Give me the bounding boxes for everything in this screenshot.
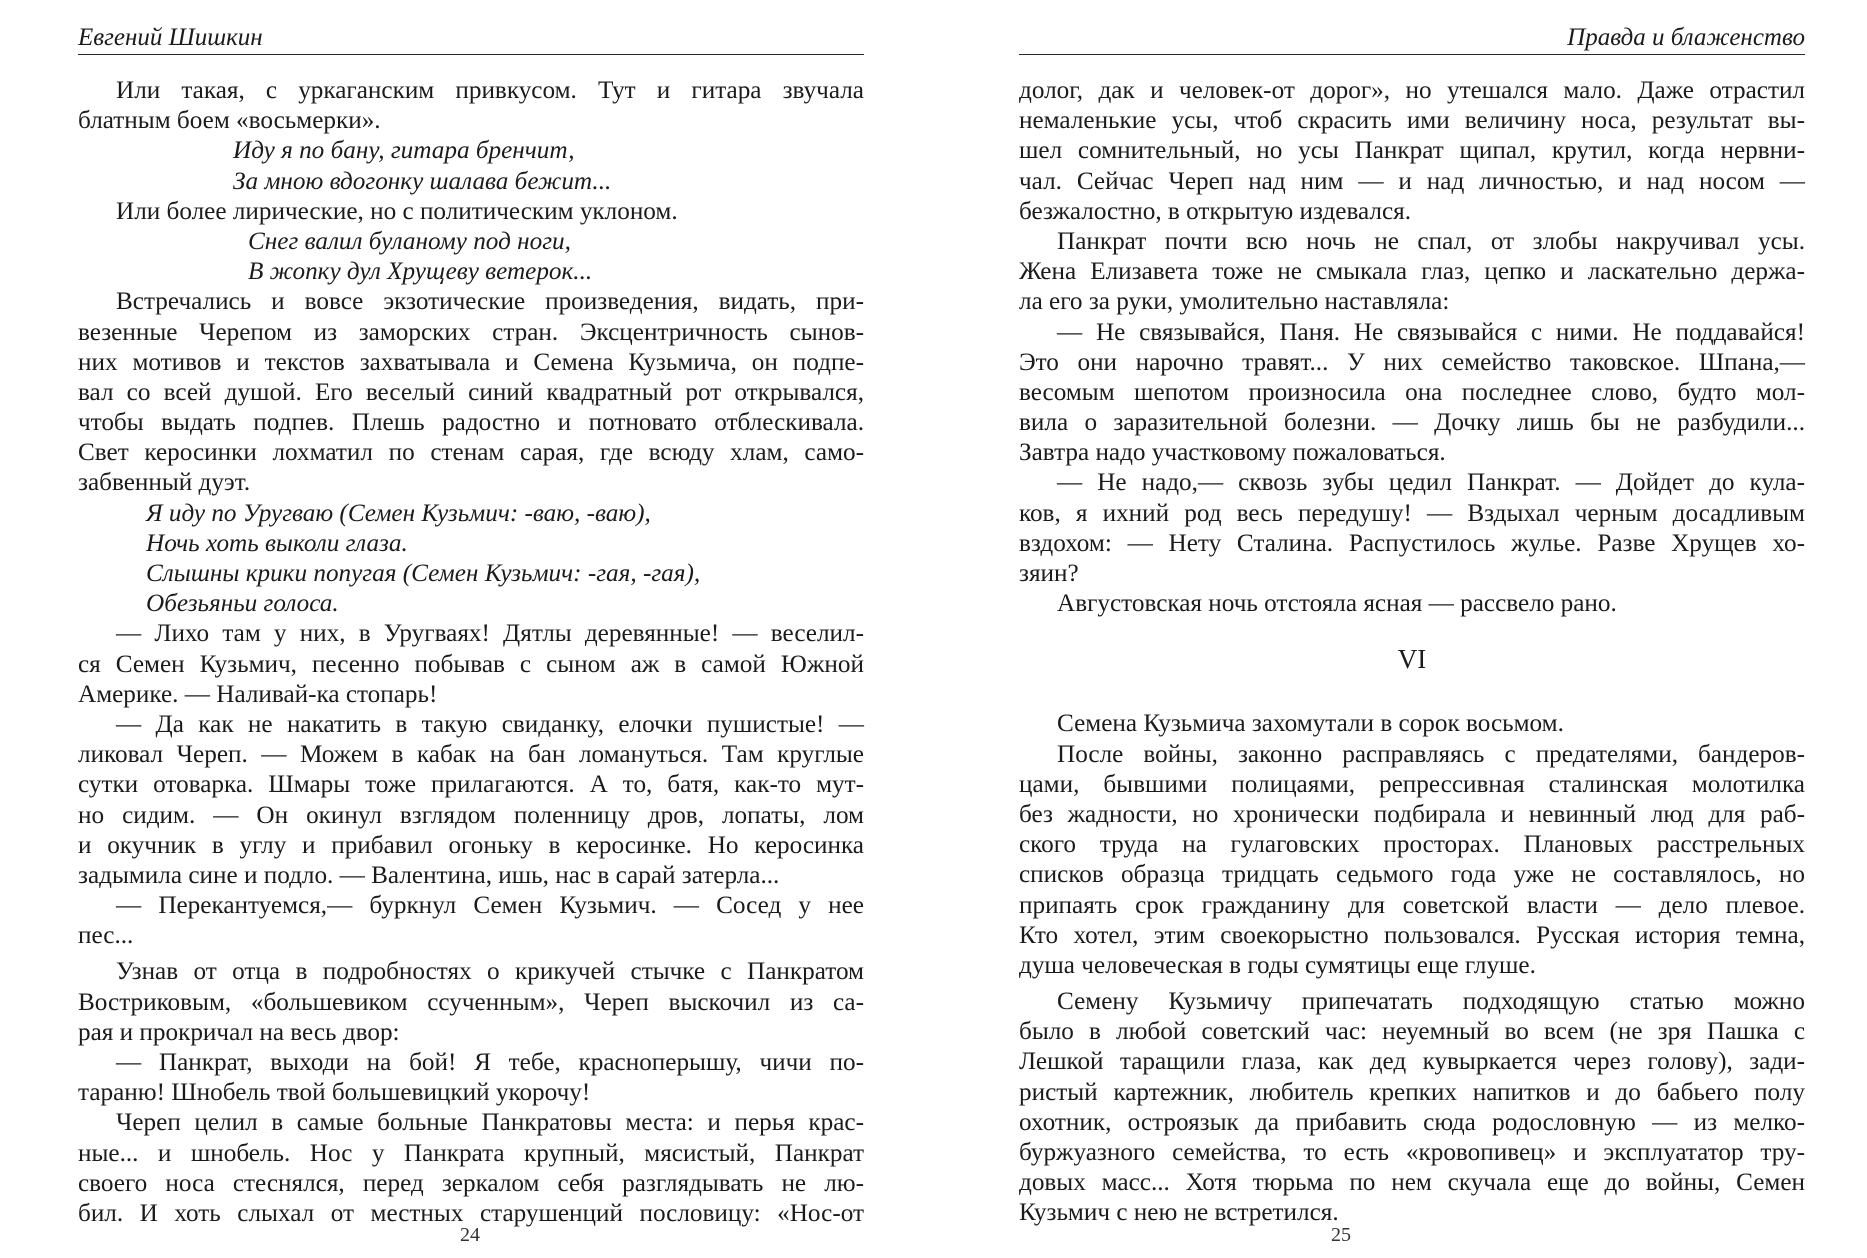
text-line: блатным боем «восьмерки». (78, 107, 381, 135)
text-line: Встречались и вовсе экзотические произведения, видать, при- (116, 288, 864, 316)
verse-line: Обезьяньи голоса. (146, 590, 339, 618)
left-page-text (78, 76, 864, 1229)
text-line: чтобы выдать подпев. Плешь радостно и потновато отблескивала. (78, 409, 864, 437)
text-line: Жена Елизавета тоже не смыкала глаз, цепко и ласкательно держа- (1019, 258, 1805, 286)
text-line: чал. Сейчас Череп над ним — и над личностью, и над носом — (1019, 167, 1805, 195)
text-line: Лешкой таращили глаза, как дед кувыркается через голову), зади- (1019, 1048, 1805, 1076)
text-line: Кузьмич с нею не встретился. (1019, 1199, 1339, 1227)
text-line: сутки отоварка. Шмары тоже прилагаются. А то, батя, как-то мут- (78, 771, 864, 799)
verse-line: Слышны крики попугая (Семен Кузьмич: -гая, -гая), (146, 560, 701, 587)
page-number: 24 (460, 1224, 480, 1246)
verse-line: В жопку дул Хрущеву ветерок... (248, 258, 593, 286)
text-line: Это они нарочно травят... У них семейство таковское. Шпана,— (1019, 348, 1805, 376)
text-line: — Да как не накатить в такую свиданку, елочки пушистые! — (116, 710, 864, 738)
verse-line: Снег валил буланому под ноги, (248, 227, 571, 255)
verse-line: За мною вдогонку шалава бежит... (233, 167, 612, 195)
text-line: — Перекантуемся,— буркнул Семен Кузьмич. — Сосед у нее (116, 892, 864, 920)
text-line: Череп целил в самые больные Панкратовы места: и перья крас- (116, 1109, 864, 1137)
text-line: ристый картежник, любитель крепких напитков и до бабьего полу (1019, 1078, 1805, 1106)
text-line: вал со всей душой. Его веселый синий квадратный рот открывался, (78, 378, 864, 406)
text-line: Или такая, с уркаганским привкусом. Тут и гитара звучала (116, 77, 864, 104)
text-line: душа человеческая в годы сумятицы еще глуше. (1019, 951, 1536, 979)
text-line: пес... (78, 922, 134, 950)
right-page-text (1019, 76, 1805, 1229)
text-line: вздохом: — Нету Сталина. Распустилось жулье. Разве Хрущев хо- (1019, 529, 1805, 557)
text-line: списков образца тридцать седьмого года уже не составлялось, но (1019, 861, 1805, 889)
text-line: — Не надо,— сквозь зубы цедил Панкрат. — Дойдет до кула- (1057, 469, 1805, 497)
running-header-author: Евгений Шишкин (78, 22, 864, 55)
text-line: ского труда на гулаговских просторах. Плановых расстрельных (1019, 831, 1805, 859)
text-line: бил. И хоть слыхал от местных старушенций пословицу: «Нос-от (78, 1199, 864, 1227)
text-line: ликовал Череп. — Можем в кабак на бан ломануться. Там круглые (78, 741, 864, 769)
verse-line: Иду я по бану, гитара бренчит, (233, 137, 575, 165)
text-line: рая и прокричал на весь двор: (78, 1018, 400, 1046)
text-line: забвенный дуэт. (78, 469, 251, 497)
text-line: Свет керосинки лохматил по стенам сарая, где всюду хлам, само- (78, 439, 864, 467)
text-line: шел сомнительный, но усы Панкрат щипал, крутил, когда нервни- (1019, 137, 1805, 165)
text-line: припаять срок гражданину для советской власти — дело плевое. (1019, 891, 1805, 919)
text-line: ков, я ихний род весь передушу! — Вздыхал черным досадливым (1019, 499, 1805, 527)
text-line: — Лихо там у них, в Уругваях! Дятлы деревянные! — веселил- (116, 620, 864, 648)
text-line: без жадности, но хронически подбирала и невинный люд для раб- (1019, 800, 1805, 828)
text-line: Семена Кузьмича захомутали в сорок восьмом. (1057, 710, 1564, 738)
text-line: Или более лирические, но с политическим уклоном. (116, 197, 678, 225)
text-line: довых масс... Хотя тюрьма по нем скучала еще до войны, Семен (1019, 1169, 1805, 1197)
text-line: ся Семен Кузьмич, песенно побывав с сыном аж в самой Южной (78, 650, 864, 678)
text-line: Августовская ночь отстояла ясная — рассвело рано. (1057, 590, 1617, 618)
text-line: долог, дак и человек-от дорог», но утешался мало. Даже отрастил (1019, 77, 1805, 104)
text-line: Завтра надо участковому пожаловаться. (1019, 439, 1446, 467)
text-line: немаленькие усы, чтоб скрасить ими величину носа, результат вы- (1019, 107, 1805, 135)
text-line: Семену Кузьмичу припечатать подходящую статью можно (1057, 988, 1805, 1016)
text-line: них мотивов и текстов захватывала и Семена Кузьмича, он подпе- (78, 348, 864, 376)
text-line: ла его за руки, умолительно наставляла: (1019, 288, 1450, 316)
text-line: Кто хотел, этим своекорыстно пользовался. Русская история темна, (1019, 921, 1805, 949)
text-line: Востриковым, «большевиком ссученным», Череп выскочил из са- (78, 988, 864, 1016)
text-line: Америке. — Наливай-ка стопарь! (78, 680, 438, 708)
verse-line: Ночь хоть выколи глаза. (146, 529, 408, 557)
text-line: вила о заразительной болезни. — Дочку лишь бы не разбудили... (1019, 409, 1805, 437)
left-page (0, 0, 933, 1258)
text-line: но сидим. — Он окинул взглядом поленницу дров, лопаты, лом (78, 801, 864, 829)
running-header-title: Правда и блаженство (1019, 22, 1805, 55)
text-line: После войны, законно расправляясь с предателями, бандеров- (1057, 740, 1805, 768)
text-line: — Панкрат, выходи на бой! Я тебе, красноперышу, чичи по- (116, 1049, 864, 1076)
right-page (933, 0, 1867, 1258)
text-line: ные... и шнобель. Нос у Панкрата крупный, мясистый, Панкрат (78, 1139, 864, 1167)
text-line: и окучник в углу и прибавил огоньку в керосинке. Но керосинка (78, 831, 864, 859)
text-line: Панкрат почти всю ночь не спал, от злобы накручивал усы. (1057, 227, 1805, 255)
text-line: охотник, остроязык да прибавить сюда родословную — из мелко- (1019, 1108, 1805, 1136)
page-number: 25 (1331, 1224, 1351, 1246)
text-line: зяин? (1019, 560, 1079, 587)
text-line: буржуазного семейства, то есть «кровопивец» и эксплуататор тру- (1019, 1139, 1805, 1166)
text-line: — Не связывайся, Паня. Не связывайся с ними. Не поддавайся! (1057, 318, 1805, 346)
verse-line: Я иду по Уругваю (Семен Кузьмич: -ваю, -ваю), (146, 499, 651, 527)
text-line: своего носа стеснялся, перед зеркалом себя разглядывать не лю- (78, 1169, 864, 1197)
text-line: безжалостно, в открытую издевался. (1019, 197, 1412, 225)
text-line: было в любой советский час: неуемный во всем (не зря Пашка с (1019, 1018, 1805, 1046)
text-line: везенные Черепом из заморских стран. Эксцентричность сынов- (78, 318, 864, 346)
text-line: цами, бывшими полицаями, репрессивная сталинская молотилка (1019, 770, 1805, 798)
text-line: весомым шепотом произносила она последнее слово, будто мол- (1019, 378, 1805, 406)
text-line: задымила сине и подло. — Валентина, ишь, нас в сарай затерла... (78, 861, 780, 889)
text-line: Узнав от отца в подробностях о крикучей стычке с Панкратом (116, 958, 864, 986)
text-line: тараню! Шнобель твой большевицкий укорочу! (78, 1079, 591, 1107)
chapter-heading: VI (1397, 644, 1427, 675)
